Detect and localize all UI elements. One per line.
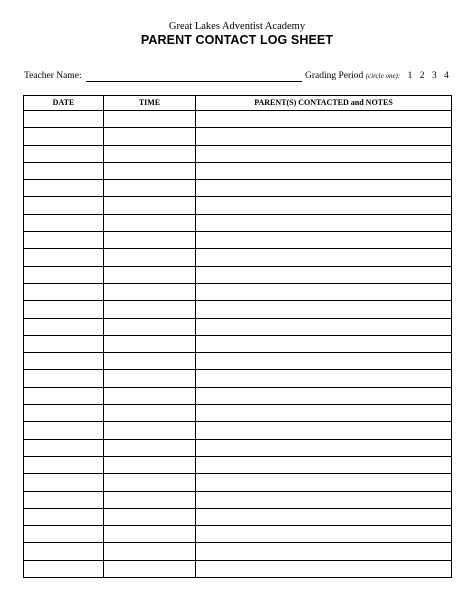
date-cell[interactable] bbox=[24, 543, 104, 560]
table-body bbox=[24, 111, 452, 578]
time-cell[interactable] bbox=[104, 474, 196, 491]
grading-period-label: Grading Period bbox=[305, 71, 364, 81]
table-row bbox=[24, 543, 452, 560]
notes-cell[interactable] bbox=[196, 232, 452, 249]
time-cell[interactable] bbox=[104, 405, 196, 422]
table-row bbox=[24, 128, 452, 145]
time-cell[interactable] bbox=[104, 370, 196, 387]
grading-period-option-4[interactable]: 4 bbox=[443, 71, 449, 81]
time-cell[interactable] bbox=[104, 180, 196, 197]
time-cell[interactable] bbox=[104, 162, 196, 179]
notes-cell[interactable] bbox=[196, 197, 452, 214]
notes-cell[interactable] bbox=[196, 180, 452, 197]
notes-cell[interactable] bbox=[196, 491, 452, 508]
time-cell[interactable] bbox=[104, 111, 196, 128]
table-header-row bbox=[24, 96, 452, 111]
notes-cell[interactable] bbox=[196, 301, 452, 318]
time-cell[interactable] bbox=[104, 422, 196, 439]
grading-period bbox=[305, 70, 449, 82]
grading-period-option-3[interactable]: 3 bbox=[431, 71, 437, 81]
time-cell[interactable] bbox=[104, 560, 196, 577]
table-row bbox=[24, 335, 452, 352]
teacher-name-label: Teacher Name: bbox=[24, 71, 82, 81]
column-header-notes: PARENT(S) CONTACTED and NOTES bbox=[196, 96, 452, 111]
date-cell[interactable] bbox=[24, 456, 104, 473]
date-cell[interactable] bbox=[24, 387, 104, 404]
notes-cell[interactable] bbox=[196, 370, 452, 387]
date-cell[interactable] bbox=[24, 474, 104, 491]
notes-cell[interactable] bbox=[196, 283, 452, 300]
table-row bbox=[24, 387, 452, 404]
table-row bbox=[24, 162, 452, 179]
table-row bbox=[24, 301, 452, 318]
grading-period-option-1[interactable]: 1 bbox=[407, 71, 413, 81]
time-cell[interactable] bbox=[104, 491, 196, 508]
notes-cell[interactable] bbox=[196, 128, 452, 145]
date-cell[interactable] bbox=[24, 283, 104, 300]
date-cell[interactable] bbox=[24, 405, 104, 422]
date-cell[interactable] bbox=[24, 249, 104, 266]
table-row bbox=[24, 508, 452, 525]
table-row bbox=[24, 214, 452, 231]
date-cell[interactable] bbox=[24, 439, 104, 456]
grading-period-note: (circle one): bbox=[365, 72, 401, 80]
date-cell[interactable] bbox=[24, 318, 104, 335]
date-cell[interactable] bbox=[24, 353, 104, 370]
table-row bbox=[24, 318, 452, 335]
time-cell[interactable] bbox=[104, 387, 196, 404]
time-cell[interactable] bbox=[104, 318, 196, 335]
notes-cell[interactable] bbox=[196, 353, 452, 370]
date-cell[interactable] bbox=[24, 214, 104, 231]
notes-cell[interactable] bbox=[196, 318, 452, 335]
time-cell[interactable] bbox=[104, 353, 196, 370]
notes-cell[interactable] bbox=[196, 543, 452, 560]
date-cell[interactable] bbox=[24, 370, 104, 387]
table-row bbox=[24, 560, 452, 577]
time-cell[interactable] bbox=[104, 197, 196, 214]
date-cell[interactable] bbox=[24, 422, 104, 439]
table-row bbox=[24, 111, 452, 128]
table-row bbox=[24, 283, 452, 300]
table-row bbox=[24, 491, 452, 508]
date-cell[interactable] bbox=[24, 526, 104, 543]
table-row bbox=[24, 266, 452, 283]
notes-cell[interactable] bbox=[196, 405, 452, 422]
contact-log-table bbox=[23, 95, 452, 578]
date-cell[interactable] bbox=[24, 180, 104, 197]
date-cell[interactable] bbox=[24, 301, 104, 318]
table-row bbox=[24, 439, 452, 456]
time-cell[interactable] bbox=[104, 249, 196, 266]
time-cell[interactable] bbox=[104, 283, 196, 300]
notes-cell[interactable] bbox=[196, 439, 452, 456]
notes-cell[interactable] bbox=[196, 266, 452, 283]
date-cell[interactable] bbox=[24, 266, 104, 283]
table-row bbox=[24, 422, 452, 439]
time-cell[interactable] bbox=[104, 301, 196, 318]
table-row bbox=[24, 405, 452, 422]
time-cell[interactable] bbox=[104, 128, 196, 145]
info-row bbox=[24, 70, 454, 84]
notes-cell[interactable] bbox=[196, 422, 452, 439]
column-header-date: DATE bbox=[24, 96, 104, 111]
grading-period-option-2[interactable]: 2 bbox=[419, 71, 425, 81]
table-row bbox=[24, 180, 452, 197]
date-cell[interactable] bbox=[24, 197, 104, 214]
table-row bbox=[24, 197, 452, 214]
time-cell[interactable] bbox=[104, 439, 196, 456]
table-row bbox=[24, 474, 452, 491]
time-cell[interactable] bbox=[104, 232, 196, 249]
table-row bbox=[24, 249, 452, 266]
table-row bbox=[24, 232, 452, 249]
time-cell[interactable] bbox=[104, 526, 196, 543]
date-cell[interactable] bbox=[24, 145, 104, 162]
notes-cell[interactable] bbox=[196, 162, 452, 179]
sheet-title: PARENT CONTACT LOG SHEET bbox=[140, 33, 334, 47]
notes-cell[interactable] bbox=[196, 474, 452, 491]
notes-cell[interactable] bbox=[196, 249, 452, 266]
time-cell[interactable] bbox=[104, 456, 196, 473]
date-cell[interactable] bbox=[24, 491, 104, 508]
table-row bbox=[24, 145, 452, 162]
date-cell[interactable] bbox=[24, 162, 104, 179]
notes-cell[interactable] bbox=[196, 111, 452, 128]
notes-cell[interactable] bbox=[196, 456, 452, 473]
time-cell[interactable] bbox=[104, 543, 196, 560]
notes-cell[interactable] bbox=[196, 508, 452, 525]
notes-cell[interactable] bbox=[196, 387, 452, 404]
notes-cell[interactable] bbox=[196, 560, 452, 577]
date-cell[interactable] bbox=[24, 508, 104, 525]
notes-cell[interactable] bbox=[196, 526, 452, 543]
time-cell[interactable] bbox=[104, 508, 196, 525]
date-cell[interactable] bbox=[24, 335, 104, 352]
table-row bbox=[24, 526, 452, 543]
time-cell[interactable] bbox=[104, 214, 196, 231]
notes-cell[interactable] bbox=[196, 214, 452, 231]
time-cell[interactable] bbox=[104, 335, 196, 352]
teacher-name-field[interactable] bbox=[86, 81, 302, 82]
date-cell[interactable] bbox=[24, 560, 104, 577]
date-cell[interactable] bbox=[24, 232, 104, 249]
date-cell[interactable] bbox=[24, 128, 104, 145]
table-row bbox=[24, 370, 452, 387]
time-cell[interactable] bbox=[104, 266, 196, 283]
date-cell[interactable] bbox=[24, 111, 104, 128]
table-row bbox=[24, 456, 452, 473]
column-header-time: TIME bbox=[104, 96, 196, 111]
school-name: Great Lakes Adventist Academy bbox=[168, 21, 306, 32]
notes-cell[interactable] bbox=[196, 145, 452, 162]
time-cell[interactable] bbox=[104, 145, 196, 162]
notes-cell[interactable] bbox=[196, 335, 452, 352]
table-row bbox=[24, 353, 452, 370]
